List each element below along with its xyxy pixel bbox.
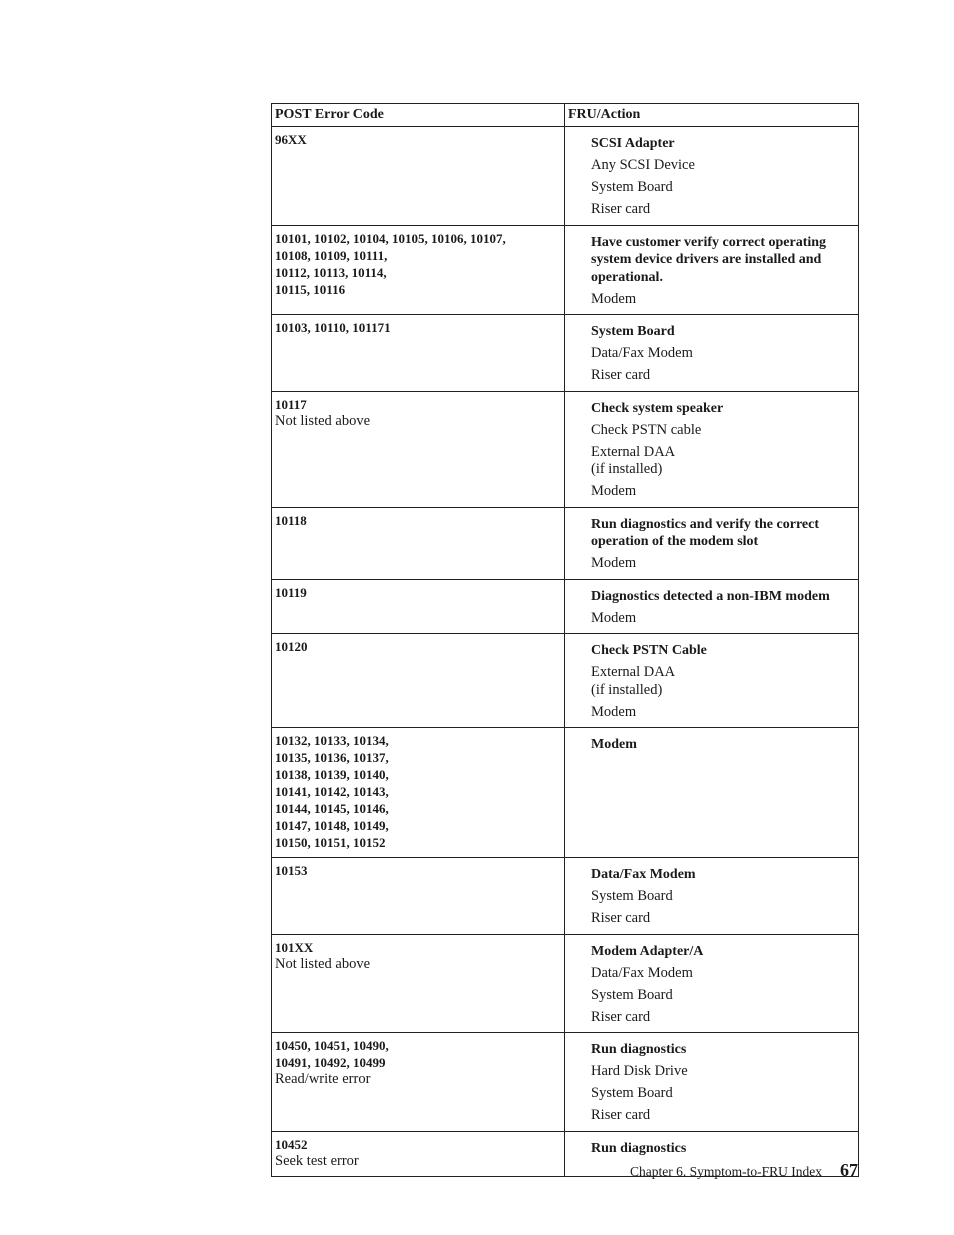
table-row [272,507,859,579]
error-code: 10103, 10110, 101171 [275,320,391,335]
post-error-table [271,103,859,1177]
error-code: 10144, 10145, 10146, [275,801,389,816]
error-code: 10101, 10102, 10104, 10105, 10106, 10107, [275,230,506,246]
table-row [272,858,859,935]
error-code: 10491, 10492, 10499 [275,1055,386,1070]
error-code: 10108, 10109, 10111, [275,247,388,263]
fru-action-cell [565,315,859,392]
primary-action: Modem [591,737,637,752]
fru-item: System Board [591,888,673,904]
error-code: 10118 [275,512,307,528]
fru-item: Modem [591,290,637,307]
error-description: Not listed above [275,412,371,429]
table-row [272,934,859,1033]
fru-action-cell [565,1033,859,1132]
table-row [272,315,859,392]
fru-action-cell [565,728,859,858]
fru-action-cell [565,127,859,226]
error-code-cell [272,858,565,935]
fru-item: Modem [591,609,637,626]
error-code: 10115, 10116 [275,281,346,297]
table-row [272,127,859,226]
primary-action: SCSI Adapter [591,136,675,151]
fru-item: Riser card [591,910,651,926]
fru-item: System Board [591,986,673,1003]
fru-item: Data/Fax Modem [591,345,693,361]
error-code-cell [272,634,565,728]
fru-item: Modem [591,483,637,499]
error-code-cell [272,391,565,507]
fru-item: Modem [591,555,637,571]
fru-action-cell [565,934,859,1033]
error-code: 10117 [275,396,307,412]
fru-item: External DAA (if installed) [591,443,676,477]
error-code-cell [272,579,565,634]
error-code: 101XX [275,939,314,955]
primary-action: Check PSTN Cable [591,643,707,658]
fru-item: Data/Fax Modem [591,964,693,981]
error-code: 10153 [275,863,308,878]
primary-action: System Board [591,324,675,339]
error-code: 10138, 10139, 10140, [275,767,389,782]
fru-action-cell [565,507,859,579]
error-code: 10119 [275,584,307,600]
fru-action-cell [565,225,859,315]
table-header-row [272,104,859,127]
error-code-cell [272,225,565,315]
error-code-cell [272,127,565,226]
fru-action-cell [565,391,859,507]
table-row [272,634,859,728]
error-code-cell [272,507,565,579]
primary-action: Run diagnostics and verify the correct operation of the modem slot [591,516,819,549]
fru-action-cell [565,858,859,935]
fru-item: Riser card [591,201,651,217]
primary-action: Data/Fax Modem [591,867,696,882]
error-description: Seek test error [275,1152,359,1169]
fru-item: Riser card [591,1107,651,1123]
table-row [272,579,859,634]
table-row [272,225,859,315]
error-code: 10450, 10451, 10490, [275,1038,389,1053]
fru-item: Hard Disk Drive [591,1063,688,1079]
error-code-cell [272,934,565,1033]
error-code: 10135, 10136, 10137, [275,750,389,765]
fru-item: System Board [591,1085,673,1101]
error-code-cell [272,1033,565,1132]
error-code: 10150, 10151, 10152 [275,835,386,850]
table-row [272,728,859,858]
primary-action: Modem Adapter/A [591,943,704,959]
fru-item: Riser card [591,1008,651,1025]
fru-item: System Board [591,179,673,195]
table-row [272,1033,859,1132]
fru-item: Any SCSI Device [591,157,695,173]
fru-item: Riser card [591,367,651,383]
fru-action-cell [565,579,859,634]
page-number: 67 [840,1160,858,1180]
error-description: Read/write error [275,1071,371,1087]
error-code-cell [272,1131,565,1176]
footer-chapter-title: Chapter 6. Symptom-to-FRU Index [630,1164,822,1179]
error-code: 10132, 10133, 10134, [275,733,389,748]
primary-action: Run diagnostics [591,1042,687,1057]
error-code: 96XX [275,132,307,147]
column-header-post-error-code: POST Error Code [272,104,565,127]
error-code-cell [272,315,565,392]
fru-action-cell [565,634,859,728]
error-code: 10141, 10142, 10143, [275,784,389,799]
table-row [272,391,859,507]
page-footer [630,1160,858,1181]
fru-item: External DAA (if installed) [591,664,676,698]
primary-action: Check system speaker [591,400,724,416]
primary-action: Diagnostics detected a non-IBM modem [591,588,830,604]
error-code: 10147, 10148, 10149, [275,818,389,833]
error-code-cell [272,728,565,858]
error-description: Not listed above [275,955,371,972]
fru-item: Modem [591,703,637,720]
error-code: 10452 [275,1136,308,1152]
primary-action: Run diagnostics [591,1140,687,1156]
table-body [272,127,859,1177]
error-code: 10112, 10113, 10114, [275,264,387,280]
column-header-fru-action: FRU/Action [565,104,859,127]
fru-item: Check PSTN cable [591,421,702,438]
primary-action: Have customer verify correct operating system device drivers are installed and operational. [591,234,827,285]
error-code: 10120 [275,639,308,654]
